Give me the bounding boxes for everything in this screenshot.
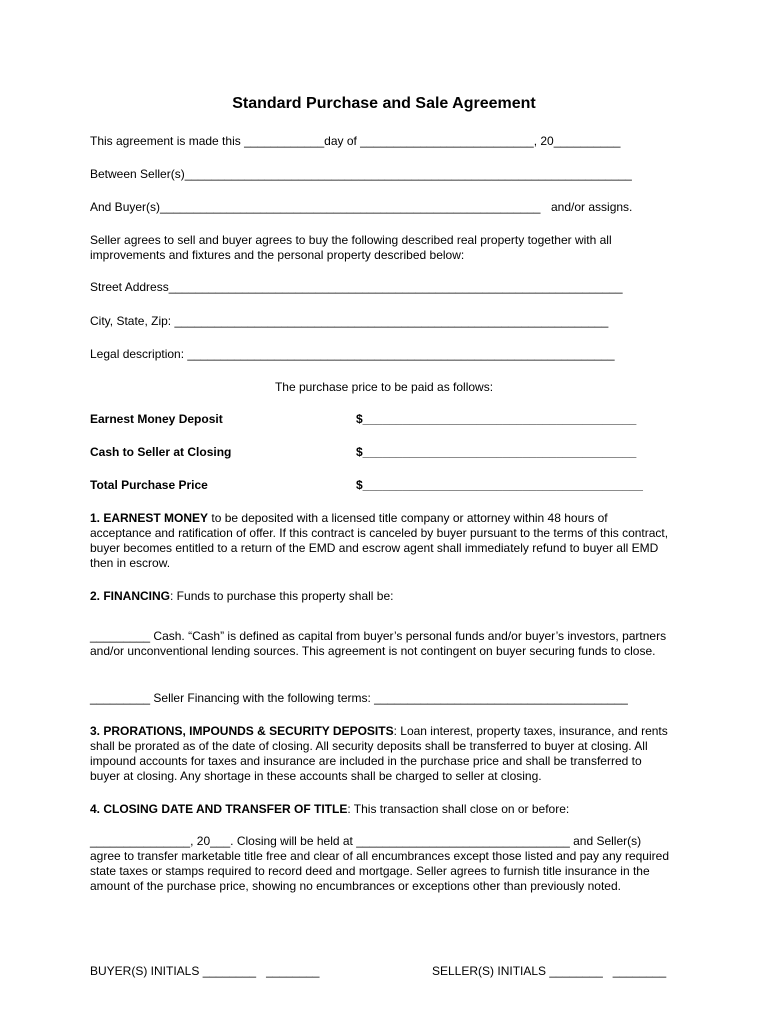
financing-seller-option: _________ Seller Financing with the following terms: ______________________________________ — [90, 691, 628, 705]
cash-to-seller-label: Cash to Seller at Closing — [90, 445, 232, 459]
legal-description-line: Legal description: ________________________________________________________________ — [90, 347, 615, 361]
financing-cash-option: _________ Cash. “Cash” is defined as capital from buyer’s personal funds and/or buyer’s investors, partners and/or unconventional lending sources. This agreement is not contingent on buyer securing funds to close. — [90, 629, 667, 658]
buyer-initials: BUYER(S) INITIALS ________ ________ — [90, 964, 320, 978]
street-address-line: Street Address____________________________________________________________________ — [90, 280, 623, 294]
section-1-text: to be deposited with a licensed title company or attorney within 48 hours of acceptance and ratification of offer. If this contract is canceled by buyer pursuant to the terms of this contract, buyer becomes entitled to a return of the EMD and escrow agent shall immediately refund to buyer all EMD then in escrow. — [90, 511, 669, 570]
seller-line: Between Seller(s)___________________________________________________________________ — [90, 167, 632, 181]
buyer-assigns-text: and/or assigns. — [551, 200, 633, 214]
section-1-heading: 1. EARNEST MONEY — [90, 511, 209, 525]
closing-terms-paragraph: agree to transfer marketable title free and clear of all encumbrances except those listed and pay any required state taxes or stamps required to record deed and mortgage. Seller agrees to furnish title insurance in the amount of the purchase price, showing no encumbrances or exceptions other than previously noted. — [90, 849, 669, 893]
cash-to-seller-amount: $_________________________________________ — [356, 445, 637, 459]
total-price-amount: $__________________________________________ — [356, 478, 643, 492]
section-prorations — [90, 724, 670, 784]
earnest-money-label: Earnest Money Deposit — [90, 412, 223, 426]
section-2-heading: 2. FINANCING — [90, 589, 171, 603]
section-2-text: : Funds to purchase this property shall be: — [170, 589, 394, 603]
closing-date-line: _______________, 20___. Closing will be held at ________________________________ and Seller(s) — [90, 834, 642, 848]
city-state-zip-line: City, State, Zip: _________________________________________________________________ — [90, 314, 609, 328]
document-title: Standard Purchase and Sale Agreement — [232, 95, 536, 112]
agreement-paragraph: Seller agrees to sell and buyer agrees to buy the following described real property together with all improvements and fixtures and the personal property described below: — [90, 233, 612, 262]
section-3-heading: 3. PRORATIONS, IMPOUNDS & SECURITY DEPOSITS — [90, 724, 394, 738]
section-4-heading: 4. CLOSING DATE AND TRANSFER OF TITLE — [90, 802, 348, 816]
section-earnest-money — [90, 511, 670, 571]
section-financing — [90, 589, 670, 604]
section-4-text: : This transaction shall close on or before: — [347, 802, 570, 816]
agreement-date-line: This agreement is made this ____________day of __________________________, 20__________ — [90, 134, 621, 148]
section-closing-date — [90, 802, 670, 817]
purchase-price-heading: The purchase price to be paid as follows: — [274, 380, 494, 394]
total-price-label: Total Purchase Price — [90, 478, 208, 492]
earnest-money-amount: $_________________________________________ — [356, 412, 637, 426]
section-3-text: : Loan interest, property taxes, insurance, and rents shall be prorated as of the date of closing. All security deposits shall be transferred to buyer at closing. All impound accounts for taxes and insurance are included in the purchase price and shall be transferred to buyer at closing. Any shortage in these accounts shall be charged to seller at closing. — [90, 724, 668, 783]
buyer-line: And Buyer(s)_________________________________________________________ — [90, 200, 541, 214]
seller-initials: SELLER(S) INITIALS ________ ________ — [432, 964, 667, 978]
